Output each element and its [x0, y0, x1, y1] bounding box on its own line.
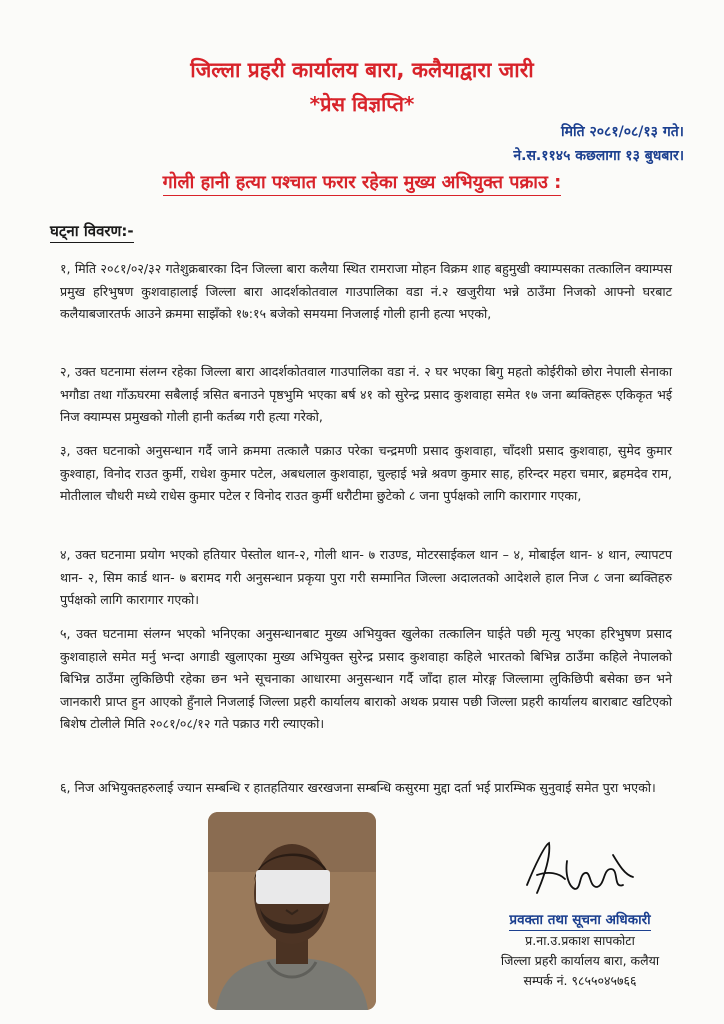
paragraph-4: ४, उक्त घटनामा प्रयोग भएको हतियार पेस्तोल थान-२, गोली थान- ७ राउण्ड, मोटरसाईकल थान – ४, मोबाईल थान- ४ थान, ल्यापटप थान- २, सिम कार्ड थान- ७ बरामद गरी अनुसन्धान प्रकृया पुरा गरी सम्मानित जिल्ला अदालतको आदेशले हाल निज ८ जना ब्यक्तिहरु पुर्पक्षको लागि कारागार गएको।: [60, 547, 672, 608]
section-title: घट्ना विवरण:-: [50, 221, 134, 243]
office-title: जिल्ला प्रहरी कार्यालय बारा, कलैयाद्वारा जारी: [190, 58, 534, 82]
headline-text: गोली हानी हत्या पश्चात फरार रहेका मुख्य अभियुक्त पक्राउ :: [163, 172, 562, 196]
paragraph-6: ६, निज अभियुक्तहरुलाई ज्यान सम्बन्धि र हातहतियार खरखजना सम्बन्धि कसुरमा मुद्दा दर्ता भई प्रारम्भिक सुनुवाई समेत पुरा भएको।: [60, 780, 656, 795]
paragraph-2: २, उक्त घटनामा संलग्न रहेका जिल्ला बारा आदर्शकोतवाल गाउपालिका वडा नं. २ घर भएका बिगु महतो कोईरीको छोरा नेपाली सेनाका भगौडा तथा गाँऊघरमा सबैलाई त्रसित बनाउने पृष्ठभुमि भएका बर्ष ४१ को सुरेन्द्र प्रसाद कुशवाहा समेत १७ जना ब्यक्तिहरू एकिकृत भई निज क्याम्पस प्रमुखको गोली हानी कर्तब्य गरी हत्या गरेको,: [60, 364, 672, 425]
press-release-label: *प्रेस विज्ञप्ति*: [309, 92, 415, 116]
paragraph-3: ३, उक्त घटनाको अनुसन्धान गर्दै जाने क्रममा तत्कालै पक्राउ परेका चन्द्रमणी प्रसाद कुशवाहा, चाँदशी प्रसाद कुशवाहा, सुमेद कुमार कुश्वाहा, विनोद राउत कुर्मी, राधेश कुमार पटेल, अबधलाल कुशवाहा, चुल्हाई भन्ने श्रवण कुमार साह, हरिन्दर महरा चमार, ब्रहमदेव राम, मोतीलाल चौधरी मध्ये राधेस कुमार पटेल र विनोद राउत कुर्मी धरौटीमा छुटेको ८ जना पुर्पक्षको लागि कारागार गएका,: [60, 443, 672, 504]
signatory-office: जिल्ला प्रहरी कार्यालय बारा, कलैया: [500, 953, 660, 968]
accused-photo-illustration: [208, 812, 376, 1010]
signatory-contact: सम्पर्क नं. ९८५५०४५७६६: [523, 973, 637, 988]
paragraph-5: ५, उक्त घटनामा संलग्न भएको भनिएका अनुसन्धानबाट मुख्य अभियुक्त खुलेका तत्कालिन घाईते पछी मृत्यु भएका हरिभुषण प्रसाद कुशवाहाले समेत मर्नु भन्दा अगाडी खुलाएका मुख्य अभियुक्त सुरेन्द्र प्रसाद कुशवाहा कहिले भारतको बिभिन्न ठाउँमा कहिले नेपालको बिभिन्न ठाउँमा लुकिछिपी रहेका छन भने सूचनाका आधारमा अनुसन्धान गर्दै जाँदा हाल मोरङ्ग जिल्लामा लुकिछिपी बसेका छन भने जानकारी प्राप्त हुन आएको हुँनाले निजलाई जिल्ला प्रहरी कार्यालय बाराको अथक प्रयास पछी जिल्ला प्रहरी कार्यालय बाराबाट खटिएको बिशेष टोलीले मिति २०८१/०८/१२ गते पक्राउ गरी ल्याएको।: [60, 626, 672, 732]
signatory-title: प्रवक्ता तथा सूचना अधिकारी: [509, 910, 650, 931]
signature-block: [470, 910, 690, 991]
nepal-sambat-date-line: ने.स.११४५ कछलागा १३ बुधबार।: [513, 148, 684, 164]
date-line: मिति २०८१/०८/१३ गते।: [561, 124, 684, 140]
signatory-name: प्र.ना.उ.प्रकाश सापकोटा: [525, 933, 635, 948]
paragraph-1: १, मिति २०८१/०२/३२ गतेशुक्रबारका दिन जिल्ला बारा कलैया स्थित रामराजा मोहन विक्रम शाह बहुमुखी क्याम्पसका तत्कालिन क्याम्पस प्रमुख हरिभुषण कुशवाहालाई जिल्ला बारा आदर्शकोतवाल गाउपालिका वडा नं.२ खजुरीया भन्ने ठाउँमा निजको आफ्नो घरबाट कलैयाबजारतर्फ आउने क्रममा साझँको १७:१५ बजेको समयमा निजलाई गोली हानी हत्या भएको,: [60, 261, 672, 322]
headline: [40, 170, 684, 194]
accused-photo: [208, 812, 376, 1010]
signature-mark: [515, 835, 645, 905]
